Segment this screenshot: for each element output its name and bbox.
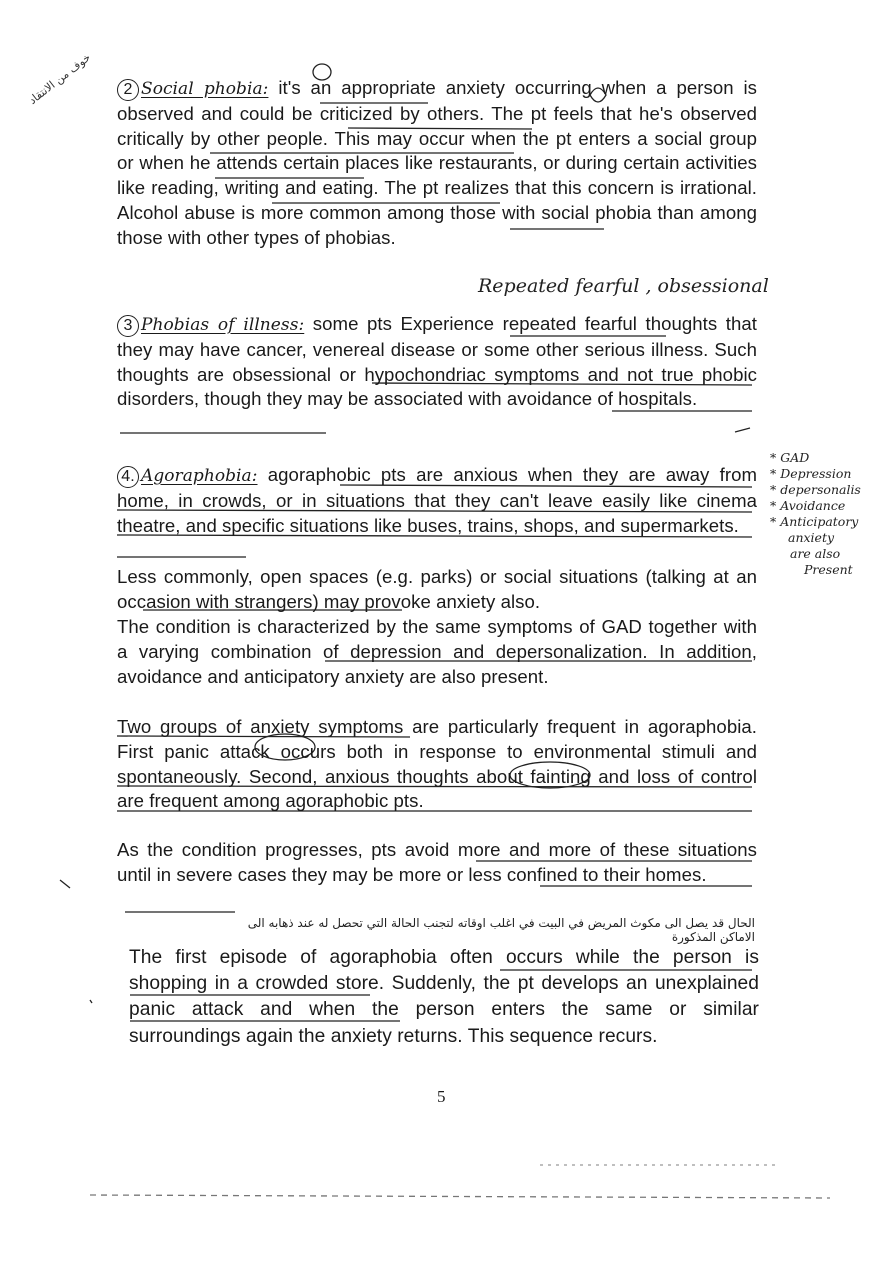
- section-number: 3: [117, 315, 139, 337]
- side-note: * Avoidance: [770, 498, 846, 513]
- side-note: * Depression: [770, 466, 852, 481]
- section-text: it's an appropriate anxiety occurring when a person is observed and could be criticized by others. The pt feels that he's observed critically by other people. This may occur when the pt enters a social group or when he attends certain places like restaurants, or during certain activities like reading, writing and eating. The pt realizes that this concern is irrational. Alcohol abuse is more common among those with social phobia than among those with other types of phobias.: [117, 77, 758, 248]
- side-note: anxiety: [788, 530, 835, 545]
- section-title: Social phobia:: [141, 79, 269, 99]
- agoraphobia-paragraph: The condition is characterized by the same symptoms of GAD together with a varying combination of depression and depersonalization. In addition, avoidance and anticipatory anxiety are also present.: [117, 616, 757, 687]
- handwritten-repeated-note: Repeated fearful , obsessional: [478, 275, 769, 297]
- scan-edge-line: [90, 1195, 830, 1198]
- section-phobias-of-illness: [117, 312, 757, 412]
- agoraphobia-paragraph: Two groups of anxiety symptoms are particularly frequent in agoraphobia. First panic attack occurs both in response to environmental stimuli and spontaneously. Second, anxious thoughts about fainting and loss of control are frequent among agoraphobic pts.: [117, 716, 757, 812]
- section-title: Phobias of illness:: [141, 315, 305, 335]
- illness-heading: [117, 315, 304, 335]
- section-number: 4.: [117, 466, 139, 488]
- section-agoraphobia-intro: [117, 463, 757, 538]
- social-phobia-heading: [117, 79, 268, 99]
- agoraphobia-paragraph: As the condition progresses, pts avoid more and more of these situations until in severe cases they may be more or less confined to their homes.: [117, 839, 757, 885]
- page-number: 5: [437, 1087, 446, 1106]
- margin-arabic-note: خوف من الانتقاد: [26, 50, 94, 107]
- side-note: are also: [790, 546, 841, 561]
- stray-mark: [90, 1000, 92, 1003]
- section-title: Agoraphobia:: [141, 466, 258, 486]
- section-text: some pts Experience repeated fearful thoughts that they may have cancer, venereal disease or some other serious illness. Such thoughts are obsessional or hypochondriac symptoms and not true phobic disorders, though they may be associated with avoidance of hospitals.: [117, 313, 757, 410]
- episode-paragraph: The first episode of agoraphobia often occurs while the person is shopping in a crowded store. Suddenly, the pt develops an unexplained panic attack and when the person enters the same or similar surroundings again the anxiety returns. This sequence recurs.: [129, 947, 759, 1047]
- side-note: Present: [804, 562, 853, 577]
- section-social-phobia: [117, 76, 757, 251]
- handwritten-side-notes: [770, 450, 880, 578]
- stray-mark: [735, 428, 750, 432]
- arabic-note: الحال قد يصل الى مكوث المريض في البيت في اغلب اوقاته لتجنب الحالة التي تحصل له عند ذهابه الى الاماكن المذكورة: [247, 916, 755, 944]
- side-note: * depersonalis: [770, 482, 861, 497]
- stray-mark: [60, 880, 70, 888]
- agoraphobia-heading: [117, 466, 258, 486]
- section-number: 2: [117, 79, 139, 101]
- side-note: * Anticipatory: [770, 514, 859, 529]
- section-text: agoraphobic pts are anxious when they are away from home, in crowds, or in situations that they can't leave easily like cinema theatre, and specific situations like buses, trains, shops, and supermarkets.: [117, 464, 757, 536]
- agoraphobia-paragraph: Less commonly, open spaces (e.g. parks) or social situations (talking at an occasion with strangers) may provoke anxiety also.: [117, 566, 757, 612]
- side-note: * GAD: [770, 450, 810, 465]
